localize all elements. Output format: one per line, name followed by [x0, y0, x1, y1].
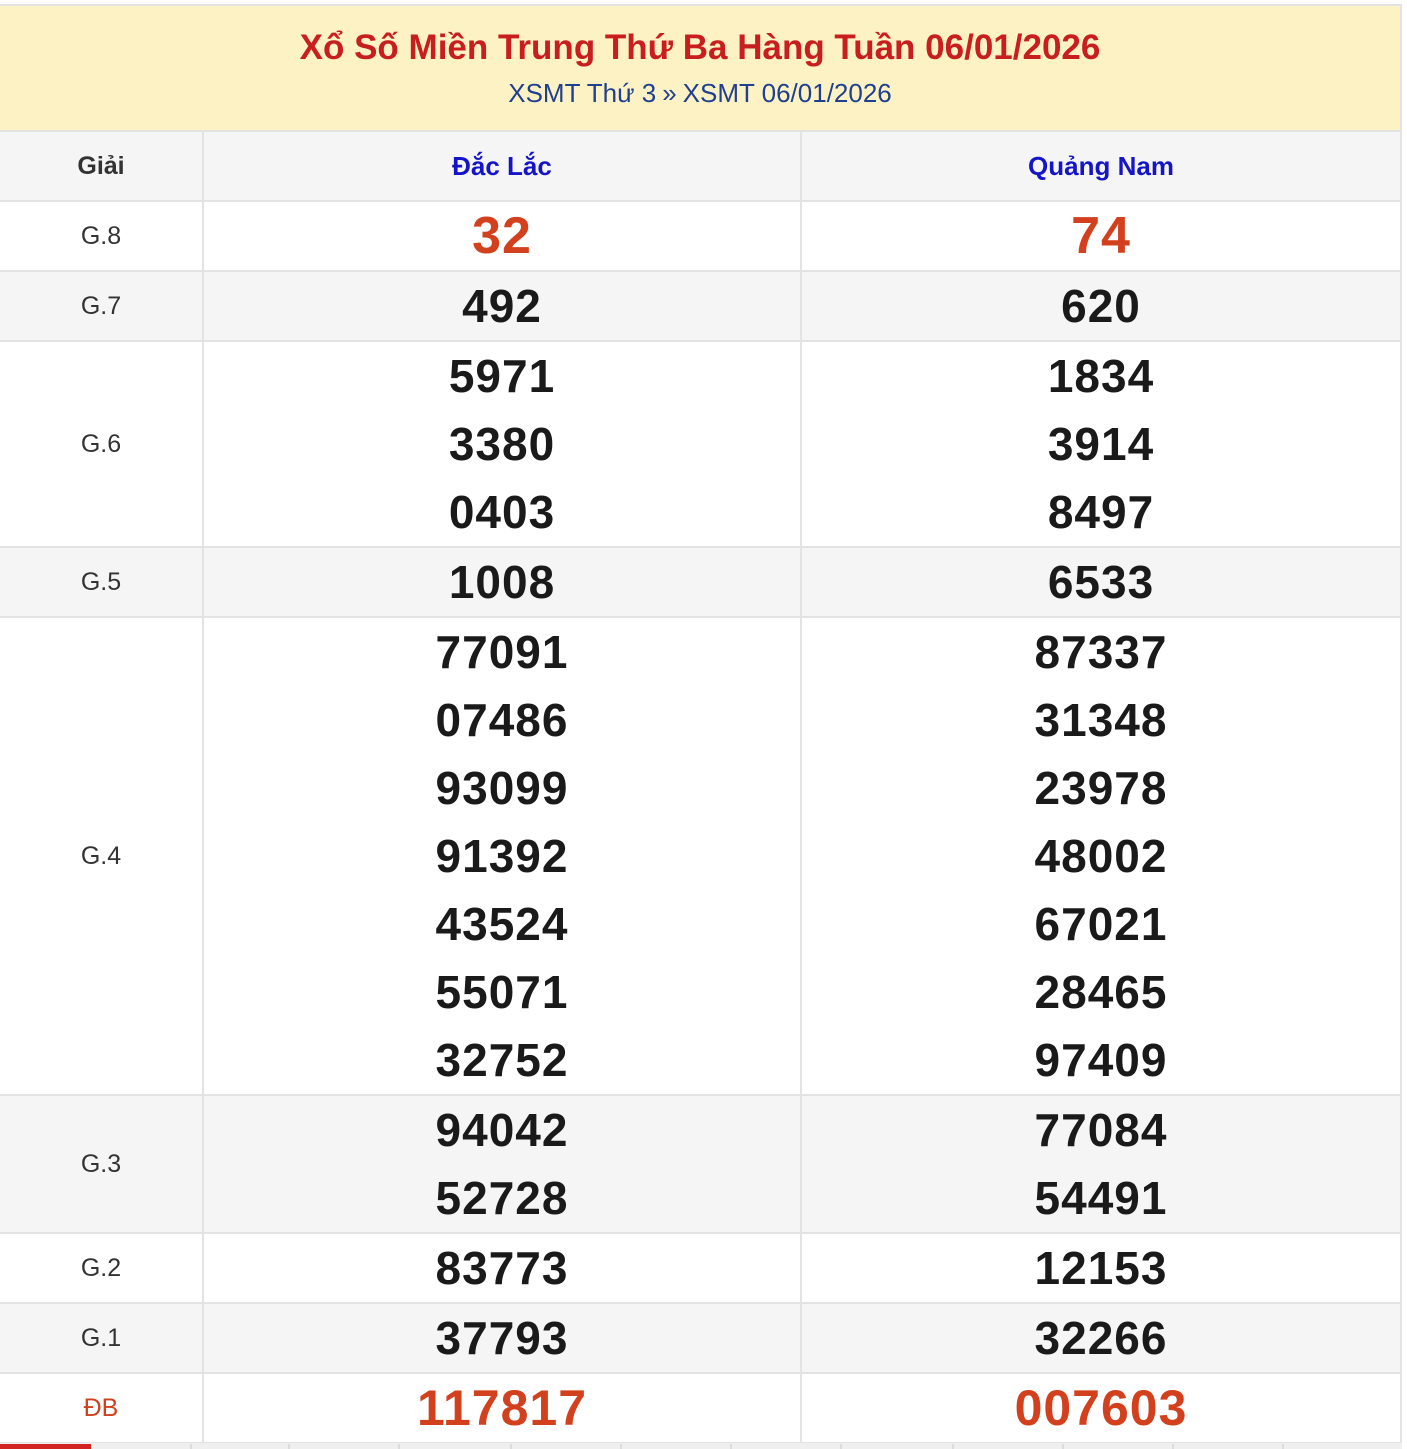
prize-number: 0403: [448, 486, 556, 538]
prize-label: G.2: [80, 1253, 122, 1282]
bottom-accent-bar: [0, 1444, 91, 1449]
prize-numbers-cell: [801, 1373, 1400, 1443]
prize-number: 91392: [435, 830, 569, 882]
prize-number: 23978: [1034, 762, 1168, 814]
prize-label: ĐB: [83, 1393, 119, 1422]
prize-label-cell: [0, 1095, 203, 1233]
prize-numbers-cell: [203, 341, 801, 547]
prize-label: G.4: [80, 841, 122, 870]
prize-label-cell: [0, 1373, 203, 1443]
prize-number: 87337: [1034, 626, 1168, 678]
prize-number: 94042: [435, 1104, 569, 1156]
prize-numbers-cell: [801, 1233, 1400, 1303]
prize-number: 54491: [1034, 1172, 1168, 1224]
prize-number: 67021: [1034, 898, 1168, 950]
prize-row: [0, 1373, 1400, 1443]
prize-number: 32: [472, 207, 532, 265]
prize-row: [0, 271, 1400, 341]
prize-row: [0, 1233, 1400, 1303]
prize-number: 117817: [416, 1380, 588, 1436]
prize-label: G.8: [80, 221, 122, 250]
prize-number: 32752: [435, 1034, 569, 1086]
prize-numbers-cell: [203, 1373, 801, 1443]
prize-label-cell: [0, 271, 203, 341]
prize-numbers-cell: [801, 341, 1400, 547]
results-header: [0, 6, 1400, 132]
prize-label-cell: [0, 1233, 203, 1303]
prize-row: [0, 617, 1400, 1095]
prize-numbers-cell: [203, 617, 801, 1095]
prize-number: 3914: [1047, 418, 1155, 470]
prize-number: 37793: [435, 1312, 569, 1364]
prize-numbers-cell: [801, 1095, 1400, 1233]
prize-numbers-cell: [801, 271, 1400, 341]
prize-label: G.6: [80, 429, 122, 458]
prize-number: 93099: [435, 762, 569, 814]
prize-number: 492: [462, 280, 542, 332]
prize-number: 77084: [1034, 1104, 1168, 1156]
prize-numbers-cell: [203, 201, 801, 271]
prize-row: [0, 201, 1400, 271]
prize-number: 77091: [435, 626, 569, 678]
prize-label-cell: [0, 341, 203, 547]
prize-label: G.1: [80, 1323, 122, 1352]
prize-number: 32266: [1034, 1312, 1168, 1364]
prize-number: 43524: [435, 898, 569, 950]
prize-number: 83773: [435, 1242, 569, 1294]
column-header-province-2[interactable]: Quảng Nam: [801, 132, 1400, 201]
prize-number: 55071: [435, 966, 569, 1018]
prize-number: 3380: [448, 418, 556, 470]
prize-label: G.7: [80, 291, 122, 320]
prize-number: 6533: [1047, 556, 1155, 608]
prize-numbers-cell: [801, 1303, 1400, 1373]
prize-row: [0, 341, 1400, 547]
bottom-scroll-strip: [0, 1443, 1402, 1449]
prize-number: 620: [1061, 280, 1141, 332]
prize-numbers-cell: [203, 547, 801, 617]
column-header-province-1[interactable]: Đắc Lắc: [203, 132, 801, 201]
results-table: [0, 132, 1400, 1444]
prize-number: 48002: [1034, 830, 1168, 882]
prize-number: 28465: [1034, 966, 1168, 1018]
prize-number: 31348: [1034, 694, 1168, 746]
prize-numbers-cell: [203, 1095, 801, 1233]
prize-number: 8497: [1047, 486, 1155, 538]
prize-number: 007603: [1014, 1380, 1188, 1436]
prize-label-cell: [0, 201, 203, 271]
prize-label: G.5: [80, 567, 122, 596]
prize-numbers-cell: [203, 271, 801, 341]
table-header-row: [0, 132, 1400, 201]
prize-numbers-cell: [203, 1303, 801, 1373]
column-header-prize: Giải: [0, 132, 203, 201]
prize-label-cell: [0, 547, 203, 617]
prize-number: 97409: [1034, 1034, 1168, 1086]
prize-number: 07486: [435, 694, 569, 746]
prize-label: G.3: [80, 1149, 122, 1178]
prize-number: 74: [1071, 207, 1131, 265]
breadcrumb: [0, 78, 1400, 108]
prize-numbers-cell: [203, 1233, 801, 1303]
prize-numbers-cell: [801, 201, 1400, 271]
prize-number: 52728: [435, 1172, 569, 1224]
prize-numbers-cell: [801, 547, 1400, 617]
prize-label-cell: [0, 1303, 203, 1373]
prize-number: 5971: [448, 350, 556, 402]
prize-numbers-cell: [801, 617, 1400, 1095]
breadcrumb-link-date[interactable]: XSMT 06/01/2026: [682, 78, 892, 108]
prize-number: 12153: [1034, 1242, 1168, 1294]
prize-row: [0, 1095, 1400, 1233]
breadcrumb-link-weekday[interactable]: XSMT Thứ 3: [508, 78, 657, 108]
prize-number: 1008: [448, 556, 556, 608]
prize-number: 1834: [1047, 350, 1155, 402]
prize-row: [0, 1303, 1400, 1373]
prize-label-cell: [0, 617, 203, 1095]
results-panel: [0, 4, 1402, 1444]
prize-row: [0, 547, 1400, 617]
breadcrumb-separator: »: [662, 78, 677, 108]
page-title: Xổ Số Miền Trung Thứ Ba Hàng Tuần 06/01/2026: [299, 28, 1101, 67]
